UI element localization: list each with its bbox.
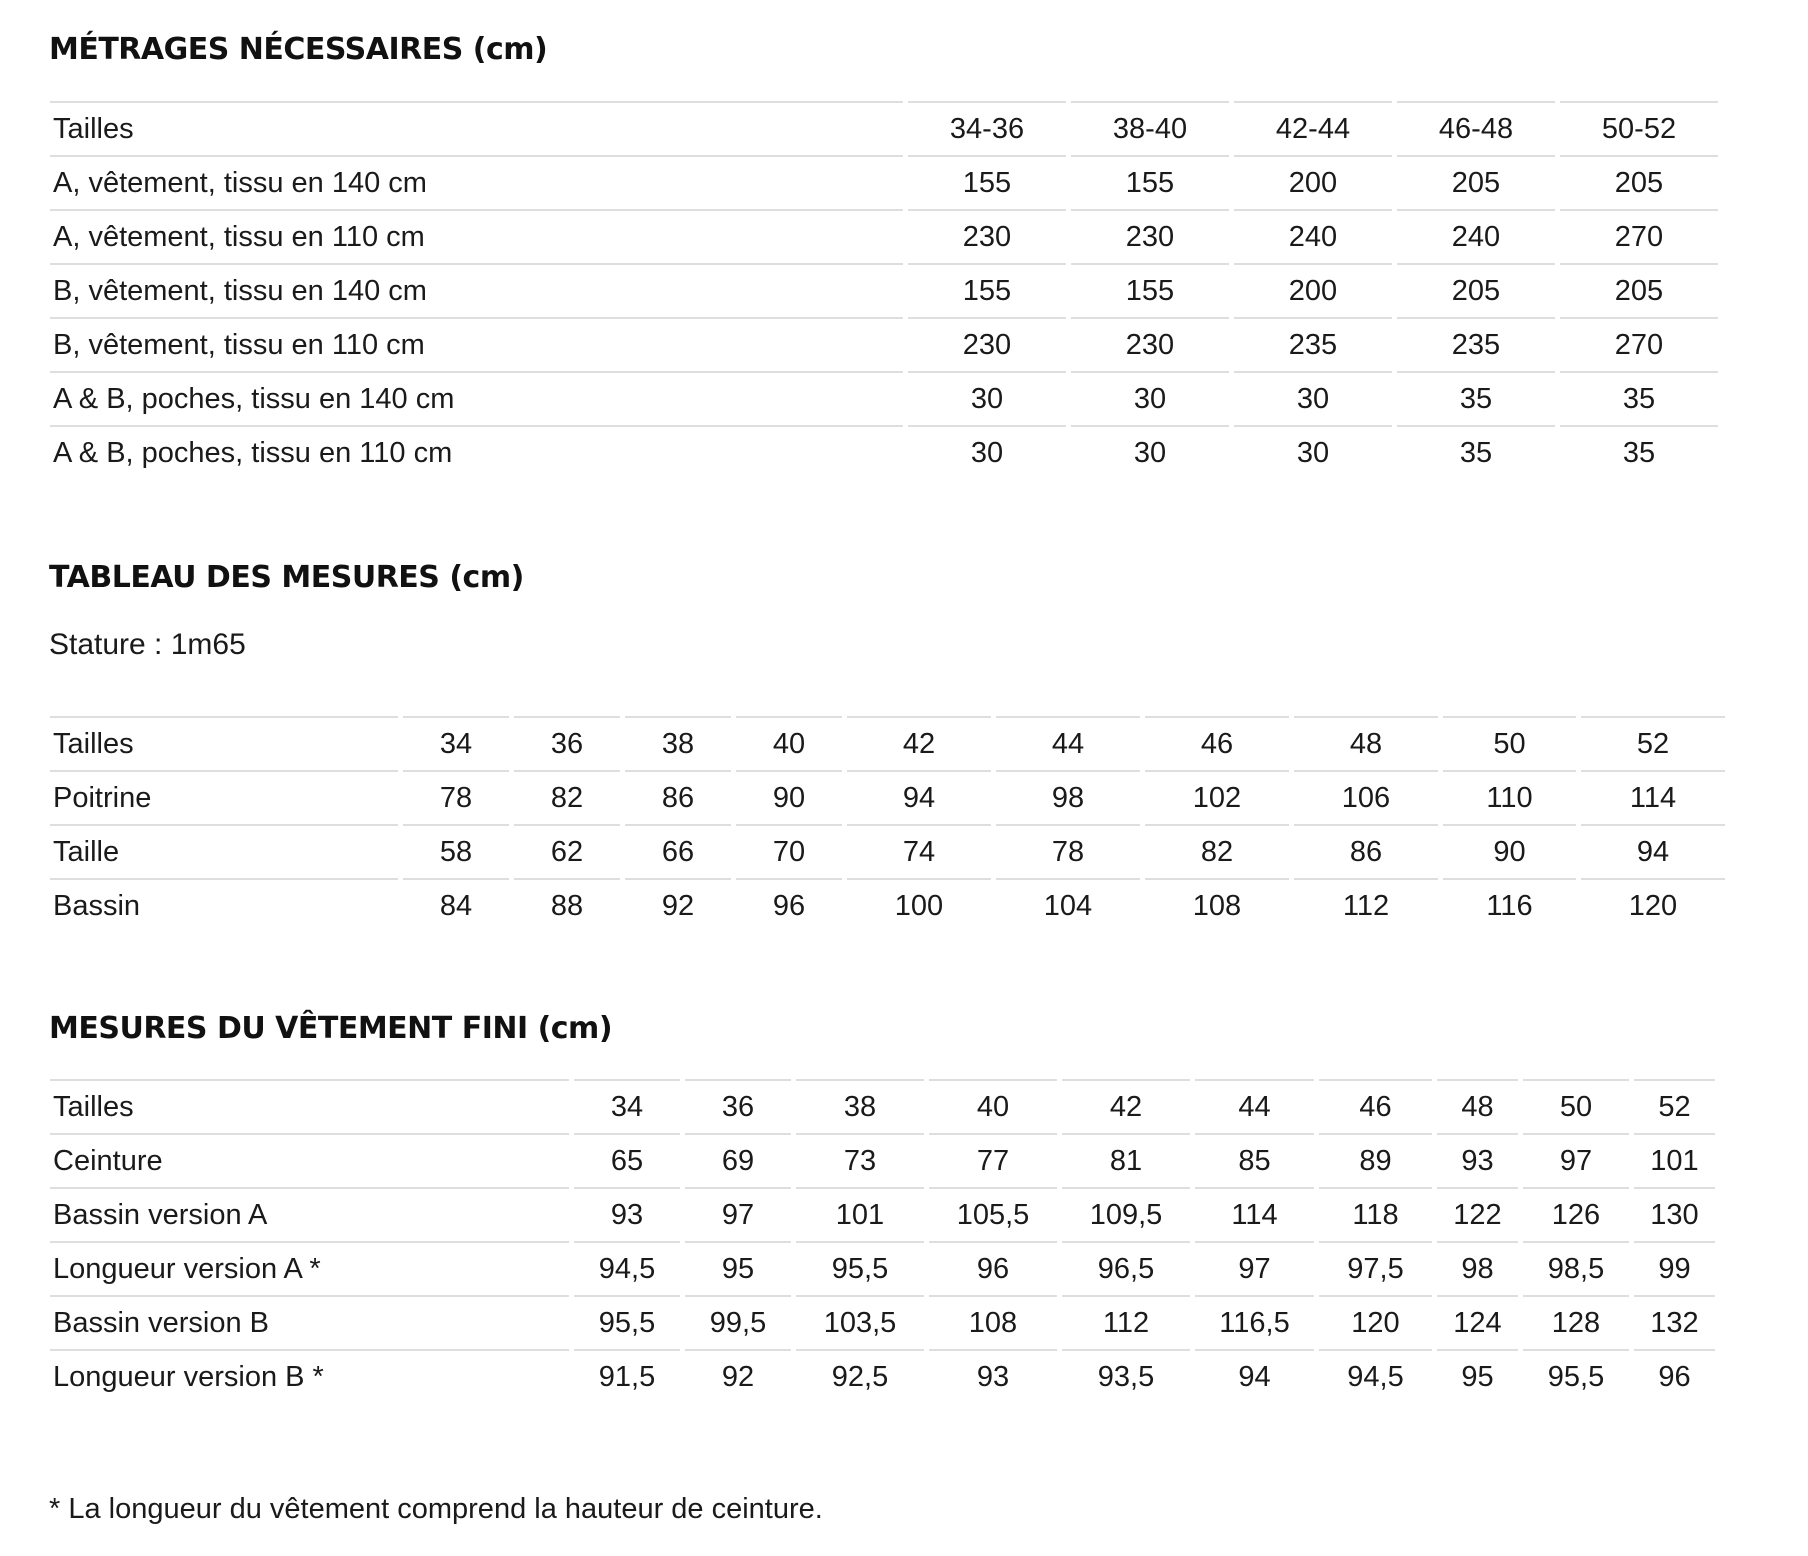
size-header-cell: 44 xyxy=(996,716,1140,770)
value-cell: 94 xyxy=(1195,1349,1314,1403)
value-cell: 155 xyxy=(1071,263,1229,317)
value-cell: 108 xyxy=(929,1295,1057,1349)
value-cell: 90 xyxy=(1443,824,1576,878)
table-row xyxy=(50,1349,1715,1403)
value-cell: 65 xyxy=(574,1133,680,1187)
row-label-cell: B, vêtement, tissu en 140 cm xyxy=(50,263,903,317)
value-cell: 77 xyxy=(929,1133,1057,1187)
size-header-cell: 48 xyxy=(1437,1079,1518,1133)
value-cell: 205 xyxy=(1560,155,1718,209)
value-cell: 30 xyxy=(908,425,1066,479)
yardage-table xyxy=(45,101,1723,479)
table-header-row xyxy=(50,716,1725,770)
value-cell: 101 xyxy=(1634,1133,1715,1187)
value-cell: 30 xyxy=(1234,371,1392,425)
row-label-cell: Poitrine xyxy=(50,770,398,824)
value-cell: 112 xyxy=(1294,878,1438,932)
size-header-cell: 34-36 xyxy=(908,101,1066,155)
stature-text: Stature : 1m65 xyxy=(49,628,246,661)
value-cell: 97,5 xyxy=(1319,1241,1432,1295)
value-cell: 73 xyxy=(796,1133,924,1187)
value-cell: 230 xyxy=(1071,209,1229,263)
table-row xyxy=(50,317,1718,371)
value-cell: 97 xyxy=(1195,1241,1314,1295)
value-cell: 92,5 xyxy=(796,1349,924,1403)
size-header-cell: 36 xyxy=(514,716,620,770)
value-cell: 96 xyxy=(1634,1349,1715,1403)
value-cell: 116 xyxy=(1443,878,1576,932)
measurements-table xyxy=(45,716,1730,932)
table-header-row xyxy=(50,1079,1715,1133)
value-cell: 120 xyxy=(1581,878,1725,932)
footnote: * La longueur du vêtement comprend la hauteur de ceinture. xyxy=(49,1493,823,1525)
value-cell: 124 xyxy=(1437,1295,1518,1349)
size-header-cell: 36 xyxy=(685,1079,791,1133)
size-header-cell: 44 xyxy=(1195,1079,1314,1133)
value-cell: 155 xyxy=(908,263,1066,317)
table-row xyxy=(50,1241,1715,1295)
value-cell: 94 xyxy=(1581,824,1725,878)
table-row xyxy=(50,209,1718,263)
value-cell: 35 xyxy=(1560,425,1718,479)
value-cell: 98 xyxy=(996,770,1140,824)
row-label-cell: Tailles xyxy=(50,716,398,770)
size-header-cell: 40 xyxy=(736,716,842,770)
row-label-cell: B, vêtement, tissu en 110 cm xyxy=(50,317,903,371)
row-label-cell: A & B, poches, tissu en 140 cm xyxy=(50,371,903,425)
value-cell: 90 xyxy=(736,770,842,824)
value-cell: 95,5 xyxy=(1523,1349,1629,1403)
value-cell: 94,5 xyxy=(574,1241,680,1295)
value-cell: 235 xyxy=(1234,317,1392,371)
value-cell: 98,5 xyxy=(1523,1241,1629,1295)
size-header-cell: 50 xyxy=(1443,716,1576,770)
value-cell: 104 xyxy=(996,878,1140,932)
value-cell: 82 xyxy=(514,770,620,824)
row-label-cell: Bassin version B xyxy=(50,1295,569,1349)
value-cell: 81 xyxy=(1062,1133,1190,1187)
value-cell: 155 xyxy=(908,155,1066,209)
size-header-cell: 46 xyxy=(1145,716,1289,770)
value-cell: 116,5 xyxy=(1195,1295,1314,1349)
value-cell: 35 xyxy=(1397,425,1555,479)
size-header-cell: 46-48 xyxy=(1397,101,1555,155)
value-cell: 200 xyxy=(1234,263,1392,317)
row-label-cell: Longueur version B * xyxy=(50,1349,569,1403)
value-cell: 78 xyxy=(403,770,509,824)
size-header-cell: 40 xyxy=(929,1079,1057,1133)
value-cell: 105,5 xyxy=(929,1187,1057,1241)
value-cell: 205 xyxy=(1397,263,1555,317)
value-cell: 97 xyxy=(1523,1133,1629,1187)
table-row xyxy=(50,425,1718,479)
value-cell: 235 xyxy=(1397,317,1555,371)
value-cell: 84 xyxy=(403,878,509,932)
table-row xyxy=(50,155,1718,209)
value-cell: 96 xyxy=(929,1241,1057,1295)
value-cell: 91,5 xyxy=(574,1349,680,1403)
value-cell: 200 xyxy=(1234,155,1392,209)
value-cell: 103,5 xyxy=(796,1295,924,1349)
value-cell: 92 xyxy=(625,878,731,932)
row-label-cell: Taille xyxy=(50,824,398,878)
value-cell: 130 xyxy=(1634,1187,1715,1241)
value-cell: 205 xyxy=(1560,263,1718,317)
row-label-cell: Bassin xyxy=(50,878,398,932)
value-cell: 74 xyxy=(847,824,991,878)
size-header-cell: 48 xyxy=(1294,716,1438,770)
value-cell: 35 xyxy=(1560,371,1718,425)
size-header-cell: 52 xyxy=(1634,1079,1715,1133)
table-row xyxy=(50,878,1725,932)
value-cell: 93,5 xyxy=(1062,1349,1190,1403)
value-cell: 106 xyxy=(1294,770,1438,824)
table-row xyxy=(50,824,1725,878)
value-cell: 66 xyxy=(625,824,731,878)
value-cell: 35 xyxy=(1397,371,1555,425)
table-row xyxy=(50,1187,1715,1241)
value-cell: 95 xyxy=(685,1241,791,1295)
row-label-cell: Tailles xyxy=(50,101,903,155)
value-cell: 86 xyxy=(1294,824,1438,878)
table-row xyxy=(50,770,1725,824)
value-cell: 95,5 xyxy=(796,1241,924,1295)
value-cell: 126 xyxy=(1523,1187,1629,1241)
row-label-cell: Bassin version A xyxy=(50,1187,569,1241)
value-cell: 100 xyxy=(847,878,991,932)
value-cell: 93 xyxy=(929,1349,1057,1403)
value-cell: 94,5 xyxy=(1319,1349,1432,1403)
value-cell: 114 xyxy=(1581,770,1725,824)
value-cell: 96 xyxy=(736,878,842,932)
value-cell: 97 xyxy=(685,1187,791,1241)
value-cell: 132 xyxy=(1634,1295,1715,1349)
value-cell: 128 xyxy=(1523,1295,1629,1349)
value-cell: 69 xyxy=(685,1133,791,1187)
value-cell: 99,5 xyxy=(685,1295,791,1349)
value-cell: 270 xyxy=(1560,317,1718,371)
size-header-cell: 50-52 xyxy=(1560,101,1718,155)
value-cell: 95 xyxy=(1437,1349,1518,1403)
value-cell: 94 xyxy=(847,770,991,824)
value-cell: 30 xyxy=(908,371,1066,425)
table-row xyxy=(50,1295,1715,1349)
size-header-cell: 52 xyxy=(1581,716,1725,770)
value-cell: 240 xyxy=(1234,209,1392,263)
value-cell: 118 xyxy=(1319,1187,1432,1241)
value-cell: 120 xyxy=(1319,1295,1432,1349)
value-cell: 96,5 xyxy=(1062,1241,1190,1295)
table-row xyxy=(50,1133,1715,1187)
value-cell: 102 xyxy=(1145,770,1289,824)
size-header-cell: 34 xyxy=(574,1079,680,1133)
value-cell: 58 xyxy=(403,824,509,878)
value-cell: 230 xyxy=(908,209,1066,263)
value-cell: 205 xyxy=(1397,155,1555,209)
finished-title: MESURES DU VÊTEMENT FINI (cm) xyxy=(49,1011,613,1046)
table-row xyxy=(50,371,1718,425)
value-cell: 93 xyxy=(1437,1133,1518,1187)
value-cell: 108 xyxy=(1145,878,1289,932)
value-cell: 82 xyxy=(1145,824,1289,878)
row-label-cell: A & B, poches, tissu en 110 cm xyxy=(50,425,903,479)
value-cell: 89 xyxy=(1319,1133,1432,1187)
value-cell: 30 xyxy=(1234,425,1392,479)
value-cell: 85 xyxy=(1195,1133,1314,1187)
size-header-cell: 38-40 xyxy=(1071,101,1229,155)
size-header-cell: 38 xyxy=(796,1079,924,1133)
value-cell: 88 xyxy=(514,878,620,932)
table-row xyxy=(50,263,1718,317)
value-cell: 98 xyxy=(1437,1241,1518,1295)
value-cell: 62 xyxy=(514,824,620,878)
value-cell: 86 xyxy=(625,770,731,824)
measurements-title: TABLEAU DES MESURES (cm) xyxy=(49,560,524,595)
row-label-cell: A, vêtement, tissu en 110 cm xyxy=(50,209,903,263)
size-header-cell: 46 xyxy=(1319,1079,1432,1133)
row-label-cell: Tailles xyxy=(50,1079,569,1133)
size-header-cell: 42 xyxy=(847,716,991,770)
value-cell: 99 xyxy=(1634,1241,1715,1295)
size-header-cell: 50 xyxy=(1523,1079,1629,1133)
size-header-cell: 42 xyxy=(1062,1079,1190,1133)
size-header-cell: 42-44 xyxy=(1234,101,1392,155)
value-cell: 230 xyxy=(908,317,1066,371)
value-cell: 30 xyxy=(1071,425,1229,479)
value-cell: 92 xyxy=(685,1349,791,1403)
row-label-cell: Longueur version A * xyxy=(50,1241,569,1295)
value-cell: 270 xyxy=(1560,209,1718,263)
value-cell: 240 xyxy=(1397,209,1555,263)
value-cell: 93 xyxy=(574,1187,680,1241)
value-cell: 30 xyxy=(1071,371,1229,425)
value-cell: 230 xyxy=(1071,317,1229,371)
value-cell: 122 xyxy=(1437,1187,1518,1241)
value-cell: 112 xyxy=(1062,1295,1190,1349)
row-label-cell: Ceinture xyxy=(50,1133,569,1187)
value-cell: 95,5 xyxy=(574,1295,680,1349)
table-header-row xyxy=(50,101,1718,155)
value-cell: 110 xyxy=(1443,770,1576,824)
value-cell: 101 xyxy=(796,1187,924,1241)
finished-table xyxy=(45,1079,1720,1403)
value-cell: 109,5 xyxy=(1062,1187,1190,1241)
yardage-title: MÉTRAGES NÉCESSAIRES (cm) xyxy=(49,32,548,67)
size-header-cell: 34 xyxy=(403,716,509,770)
value-cell: 70 xyxy=(736,824,842,878)
value-cell: 155 xyxy=(1071,155,1229,209)
row-label-cell: A, vêtement, tissu en 140 cm xyxy=(50,155,903,209)
value-cell: 78 xyxy=(996,824,1140,878)
size-header-cell: 38 xyxy=(625,716,731,770)
value-cell: 114 xyxy=(1195,1187,1314,1241)
